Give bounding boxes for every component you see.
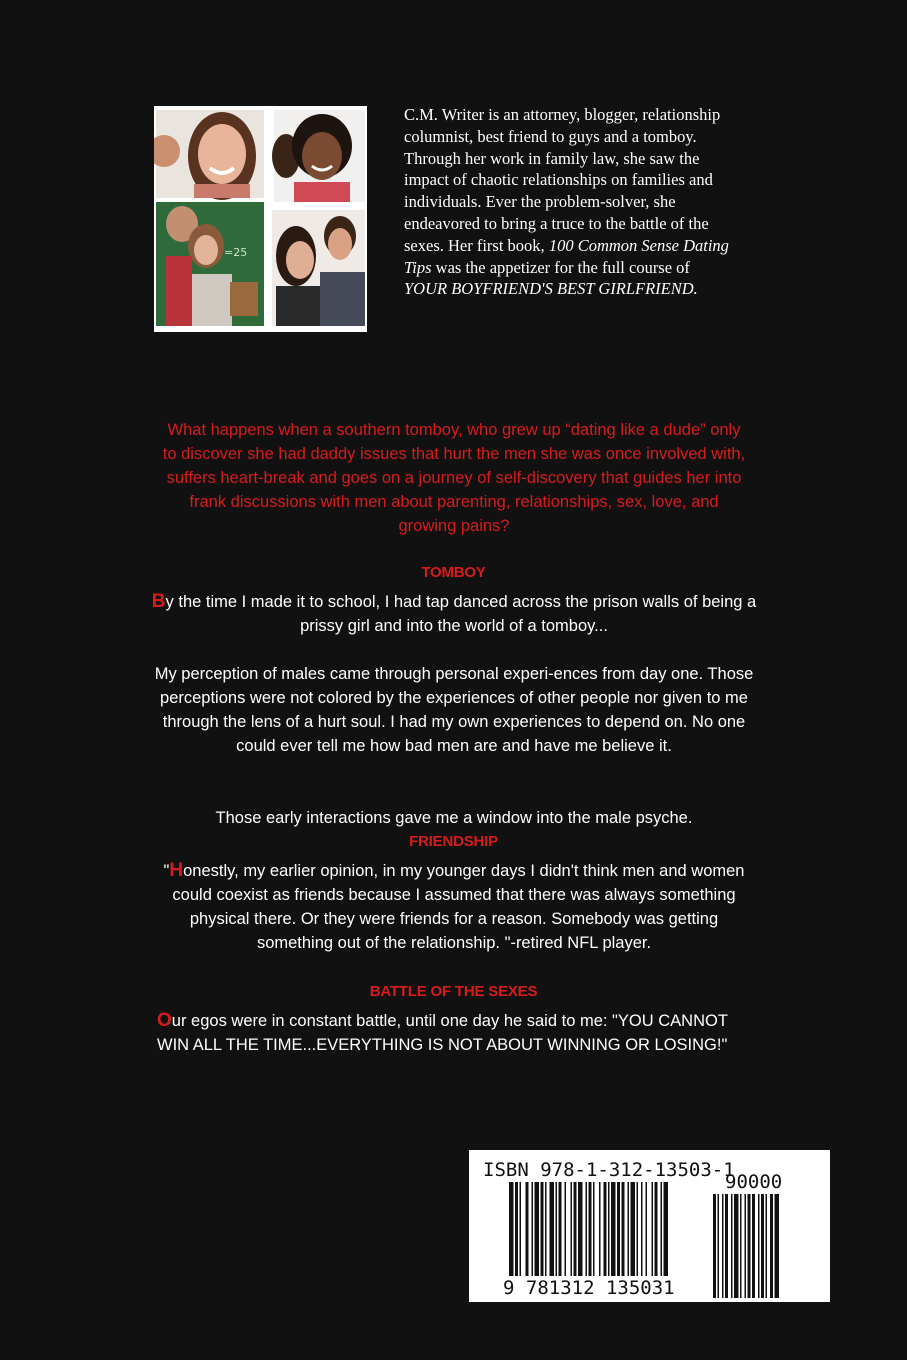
author-bio-text-continued: was the appetizer for the full course of <box>431 257 690 277</box>
main-book-title: YOUR BOYFRIEND'S BEST GIRLFRIEND. <box>404 279 698 299</box>
barcode-addon-bar <box>734 1194 739 1298</box>
author-bio <box>404 104 744 300</box>
drop-cap: O <box>157 1010 172 1031</box>
barcode-addon-bar <box>761 1194 764 1298</box>
section-heading-friendship: FRIENDSHIP <box>409 833 498 850</box>
barcode-addon-bar <box>722 1194 724 1298</box>
tomboy-paragraph-1 <box>150 590 758 638</box>
barcode-addon-bar <box>718 1194 720 1298</box>
isbn-label: ISBN 978-1-312-13503-1 <box>483 1159 735 1181</box>
barcode-addon-bars <box>713 1194 779 1298</box>
teaser-blurb: What happens when a southern tomboy, who grew up “dating like a dude” only to discover she had daddy issues that hurt the men she was once involved with, suffers heart-break and goes on a journey of self-discovery that guides her into frank discussions with men about parenting, relationships, sex, love, and growing pains? <box>162 421 746 535</box>
section-heading-tomboy: TOMBOY <box>421 564 486 581</box>
author-photo-collage <box>154 106 367 332</box>
barcode-addon-bar <box>731 1194 733 1298</box>
barcode-addon-bar <box>766 1194 768 1298</box>
open-quote: " <box>163 862 170 880</box>
barcode-addon-bar <box>770 1194 773 1298</box>
tomboy-paragraph-1-text: y the time I made it to school, I had tap danced across the prison walls of being a prissy girl and into the world of a tomboy... <box>165 593 757 635</box>
photo-chalkboard-students <box>156 202 264 326</box>
first-book-title: 100 Common Sense Dating Tips <box>404 235 729 277</box>
photo-whispering-couple <box>272 210 365 326</box>
battle-paragraph <box>157 1009 752 1057</box>
battle-paragraph-text: ur egos were in constant battle, until one day he said to me: "YOU CANNOT WIN ALL THE TIME...EVERYTHING IS NOT ABOUT WINNING OR LOSING!" <box>157 1012 728 1054</box>
section-heading-battle-of-the-sexes: BATTLE OF THE SEXES <box>369 983 538 1000</box>
barcode-addon-bar <box>725 1194 728 1298</box>
friendship-quote <box>150 859 758 955</box>
isbn-barcode <box>469 1150 830 1302</box>
photo-laughing-girl <box>272 110 365 202</box>
barcode-addon-bar <box>758 1194 760 1298</box>
barcode-addon-bar <box>748 1194 751 1298</box>
barcode-addon-bar <box>740 1194 742 1298</box>
barcode-addon-bar <box>775 1194 780 1298</box>
drop-cap: B <box>151 591 166 612</box>
barcode-addon-bar <box>713 1194 716 1298</box>
tomboy-paragraph-3: Those early interactions gave me a window into the male psyche. <box>215 809 693 827</box>
addon-digits: 90000 <box>725 1171 783 1193</box>
friendship-quote-text: onestly, my earlier opinion, in my younger days I didn't think men and women could coexist as friends because I assumed that there was always something physical there. Or they were friends for a reason. Somebody was getting something out of the relationship. "-retired NFL player. <box>172 862 745 952</box>
barcode-addon-bar <box>752 1194 755 1298</box>
tomboy-paragraph-2: My perception of males came through personal experi-ences from day one. Those perceptions were not colored by the experiences of other people nor given to me through the lens of a hurt soul. I had my own experiences to depend on. No one could ever tell me how bad men are and have me believe it. <box>154 665 754 755</box>
drop-cap: H <box>169 860 184 881</box>
barcode-addon-bar <box>745 1194 747 1298</box>
photo-smiling-woman <box>154 110 264 200</box>
barcode-digits: 9 781312 135031 <box>503 1277 675 1299</box>
author-bio-text: C.M. Writer is an attorney, blogger, relationship columnist, best friend to guys and a tomboy. Through her work in family law, she saw the impact of chaotic relationships on families and individuals. Ever the problem-solver, she endeavored to bring a truce to the battle of the sexes. Her first book, <box>404 105 721 255</box>
svg-text:=25: =25 <box>224 246 248 259</box>
